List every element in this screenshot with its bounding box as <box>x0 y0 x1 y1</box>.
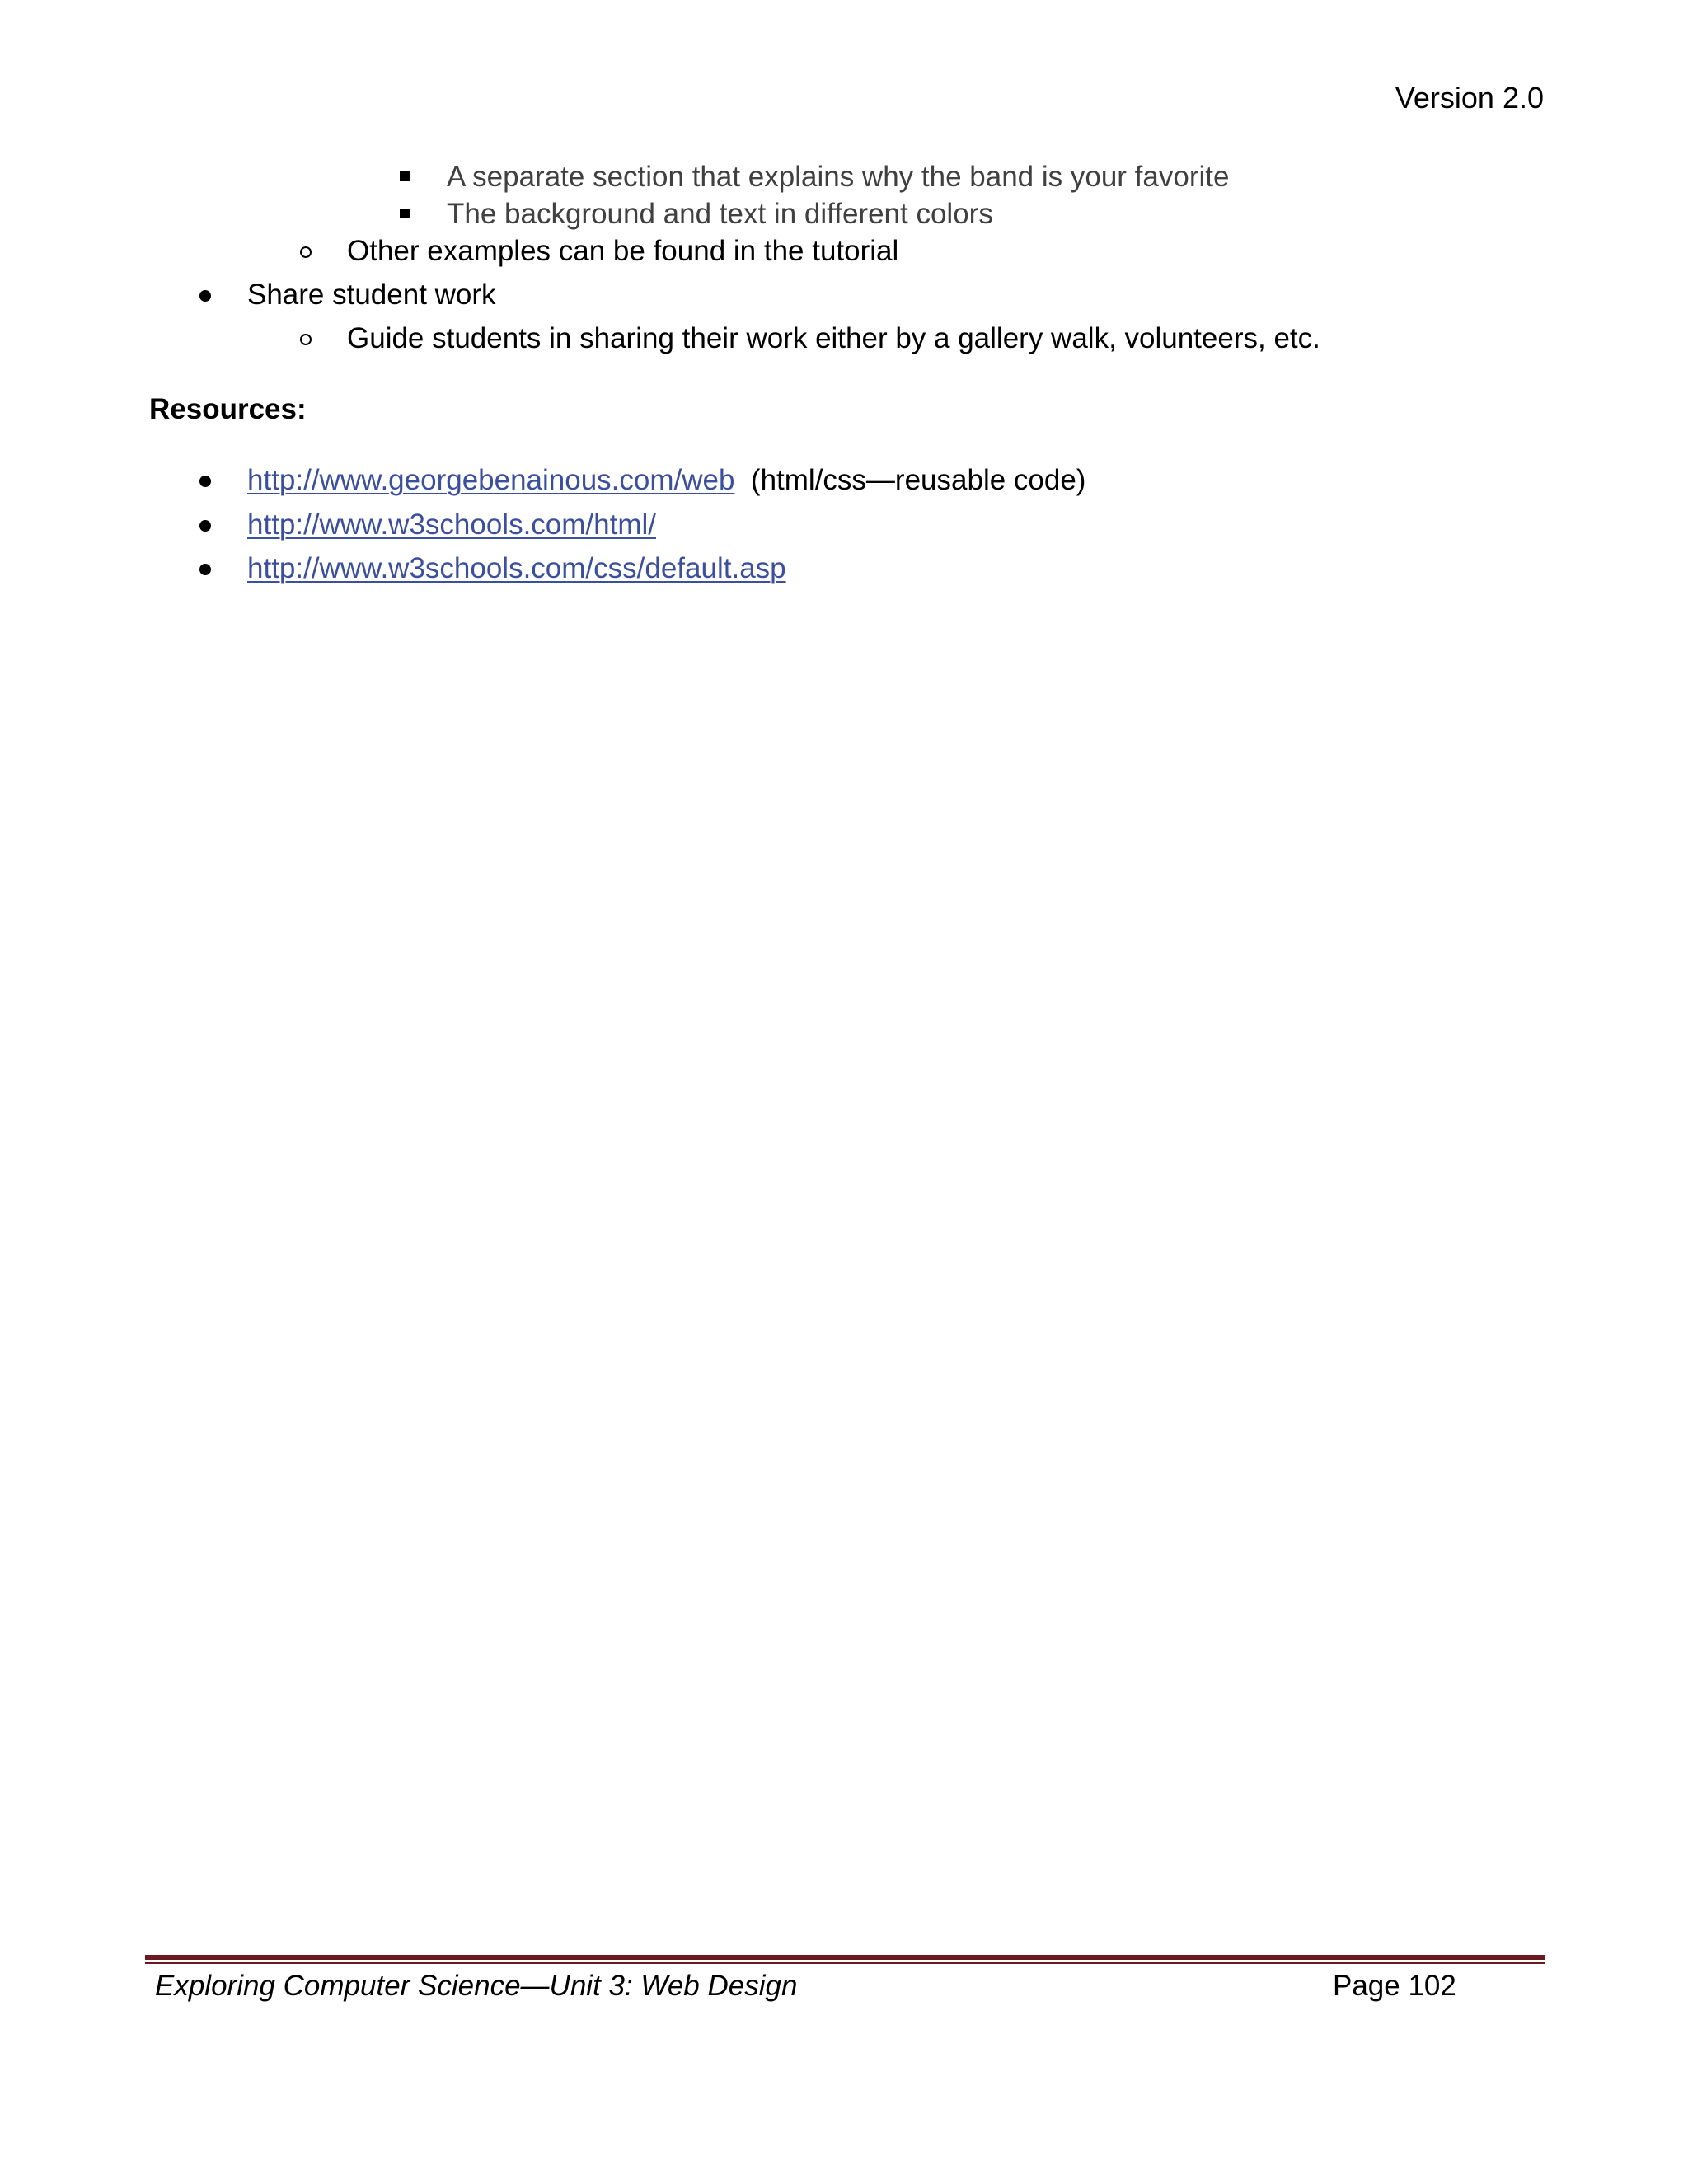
square-bullet-icon <box>400 209 410 218</box>
list-item <box>247 462 1085 499</box>
list-item: The background and text in different colors <box>447 198 993 230</box>
resource-link-w3schools-css[interactable]: http://www.w3schools.com/css/default.asp <box>247 552 786 584</box>
resource-link-georgebenainous[interactable]: http://www.georgebenainous.com/web <box>247 464 735 496</box>
list-item: Other examples can be found in the tutorial <box>347 235 899 267</box>
list-item <box>247 506 656 544</box>
resources-heading: Resources: <box>149 393 307 425</box>
footer-divider <box>145 1955 1545 1960</box>
list-item: A separate section that explains why the band is your favorite <box>447 161 1230 193</box>
version-label: Version 2.0 <box>1395 81 1544 115</box>
list-item <box>247 550 786 588</box>
circle-bullet-icon <box>300 246 312 258</box>
disc-bullet-icon <box>199 520 211 532</box>
disc-bullet-icon <box>199 564 211 575</box>
resource-note: (html/css—reusable code) <box>750 464 1086 496</box>
footer-title: Exploring Computer Science—Unit 3: Web Design <box>155 1970 798 2002</box>
page-number: Page 102 <box>1333 1970 1456 2002</box>
disc-bullet-icon <box>199 290 211 302</box>
list-item: Guide students in sharing their work either by a gallery walk, volunteers, etc. <box>347 322 1320 354</box>
circle-bullet-icon <box>300 334 312 345</box>
footer-divider-thin <box>145 1962 1545 1964</box>
square-bullet-icon <box>400 171 410 181</box>
list-item: Share student work <box>247 279 496 311</box>
resource-link-w3schools-html[interactable]: http://www.w3schools.com/html/ <box>247 509 656 541</box>
disc-bullet-icon <box>199 476 211 487</box>
